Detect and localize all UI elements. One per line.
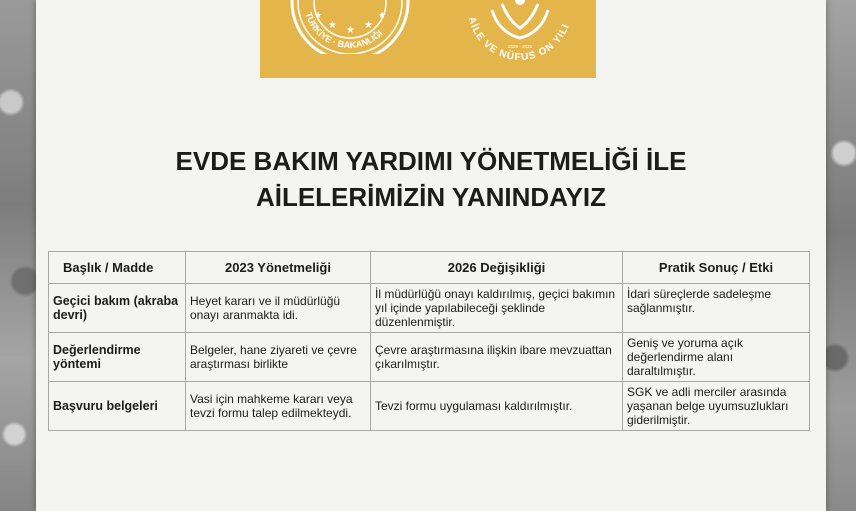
column-header-2026: 2026 Değişikliği <box>371 252 623 284</box>
row-effect-cell: İdari süreçlerde sadeleşme sağlanmıştır. <box>623 284 810 333</box>
svg-text:★: ★ <box>314 10 323 20</box>
stone-background-left <box>0 0 36 511</box>
row-topic: Geçici bakım (akraba devri) <box>49 284 186 333</box>
svg-text:★: ★ <box>328 20 337 31</box>
stone-background-right <box>826 0 856 511</box>
svg-text:★: ★ <box>378 10 387 20</box>
table-header-row <box>49 252 810 284</box>
logo-lettering: AİLE VE NÜFUS ON YILI <box>465 15 572 60</box>
header-banner <box>260 0 596 78</box>
row-2023-cell: Vasi için mahkeme kararı veya tevzi formu talep edilmekteydi. <box>186 382 371 431</box>
table-row <box>49 333 810 382</box>
row-topic: Başvuru belgeleri <box>49 382 186 431</box>
document-page <box>36 0 826 511</box>
row-2023-cell: Heyet kararı ve il müdürlüğü onayı aranmakta idi. <box>186 284 371 333</box>
row-2026-cell: İl müdürlüğü onayı kaldırılmış, geçici bakımın yıl içinde yapılabileceği şeklinde düzenlenmiştir. <box>371 284 623 333</box>
row-2023-cell: Belgeler, hane ziyareti ve çevre araştırması birlikte <box>186 333 371 382</box>
row-2026-cell: Tevzi formu uygulaması kaldırılmıştır. <box>371 382 623 431</box>
row-topic: Değerlendirme yöntemi <box>49 333 186 382</box>
title-line-2: AİLELERİMİZİN YANINDAYIZ <box>255 182 607 212</box>
row-2026-cell: Çevre araştırmasına ilişkin ibare mevzuattan çıkarılmıştır. <box>371 333 623 382</box>
family-decade-logo-icon <box>452 0 588 60</box>
column-header-2023: 2023 Yönetmeliği <box>186 252 371 284</box>
column-header-topic: Başlık / Madde <box>49 252 186 284</box>
svg-text:★: ★ <box>364 20 373 31</box>
seal-lettering: TÜRKİYE · BAKANLIĞI <box>303 10 385 51</box>
row-effect-cell: Geniş ve yoruma açık değerlendirme alanı daraltılmıştır. <box>623 333 810 382</box>
table-row <box>49 382 810 431</box>
title-line-1: EVDE BAKIM YARDIMI YÖNETMELİĞİ İLE <box>175 146 687 176</box>
svg-text:★: ★ <box>346 25 355 36</box>
logo-years: 2026 - 2035 <box>507 44 533 49</box>
regulation-comparison-table <box>48 251 810 431</box>
column-header-effect: Pratik Sonuç / Etki <box>623 252 810 284</box>
ministry-seal-icon <box>284 0 416 54</box>
table-row <box>49 284 810 333</box>
page-title <box>36 143 826 215</box>
row-effect-cell: SGK ve adli merciler arasında yaşanan belge uyumsuzlukları giderilmiştir. <box>623 382 810 431</box>
